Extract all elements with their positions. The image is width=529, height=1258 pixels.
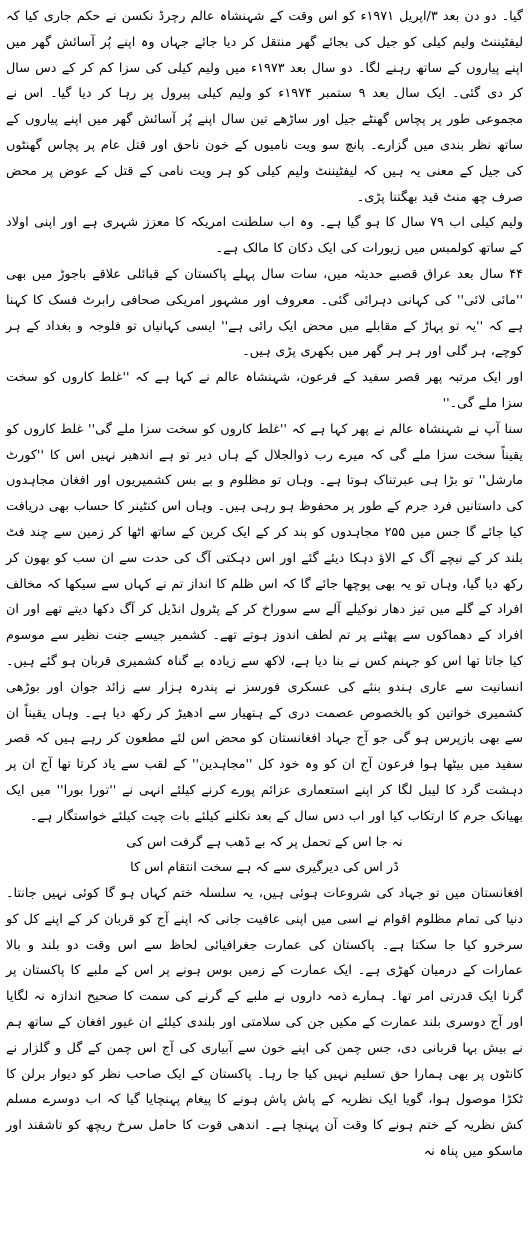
paragraph-kelly-sentence: گیا۔ دو دن بعد ۳/اپریل ۱۹۷۱ء کو اس وقت کے شہنشاہ عالم رچرڈ نکسن نے حکم جاری کیا کہ لیفٹیننٹ ولیم کیلی کو جیل کی بجائے گھر منتقل کر دیا جائے جہاں وہ اپنے پُر آسائش گھر میں اپنے پیاروں کے ساتھ رہنے لگا۔ دو سال بعد ۱۹۷۳ء میں ولیم کیلی کی سزا کم کر کے دس سال کر دی گئی۔ ایک سال بعد ۹ ستمبر ۱۹۷۴ء کو ولیم کیلی پیرول پر رہا کر دیا گیا۔ اس نے مجموعی طور پر پچاس گھنٹے جیل اور ساڑھے تین سال اپنے پُر آسائش گھر میں اپنے پیاروں کے ساتھ نظر بندی میں گزارے۔ پانچ سو ویت نامیوں کے خون ناحق اور قتل عام پر پچاس گھنٹوں کی جیل کے معنی یہ ہیں کہ لیفٹیننٹ ولیم کیلی کو ہر ویت نامی کے قتل کے عوض پر محض صرف چھ منٹ قید بھگتنا پڑی۔: [6, 9, 524, 205]
paragraph-haditha-bajaur: ۴۴ سال بعد عراق قصبے حدیثہ میں، سات سال پہلے پاکستان کے قبائلی علاقے باجوڑ میں بھی ''مائی لائی'' کی کہانی دہرائی گئی۔ معروف اور مشہور امریکی صحافی رابرٹ فسک کا کہنا ہے کہ ''یہ تو پہاڑ کے مقابلے میں محض ایک رائی ہے'' ایسی کہانیاں تو فلوجہ و بغداد کے ہر کوچے، ہر گلی اور ہر ہر گھر میں بکھری پڑی ہیں۔: [6, 266, 523, 360]
verse-line-1: نہ جا اس کے تحمل پر کہ بے ڈھب ہے گرفت اس کی: [126, 834, 403, 850]
verse-line-2: ڈر اس کی دیرگیری سے کہ ہے سخت انتقام اس کا: [130, 860, 399, 876]
paragraph-kelly-today: ولیم کیلی اب ۷۹ سال کا ہو گیا ہے۔ وہ اب سلطنت امریکہ کا معزز شہری ہے اور اپنی اولاد کے ساتھ کولمبس میں زیورات کی ایک دکان کا مالک ہے۔: [6, 215, 523, 257]
paragraph-afghanistan-jihad: افغانستان میں تو جہاد کی شروعات ہوئی ہیں، یہ سلسلہ ختم کہاں ہو گا کوئی نہیں جانتا۔ دنیا کی تمام مظلوم اقوام نے اسی میں اپنی عافیت جانی کہ اپنے آج کو قربان کر کے اپنے کل کو سرخرو کیا جا سکتا ہے۔ پاکستان کی عمارت جغرافیائی لحاظ سے اس وقت دو بلند و بالا عمارات کے درمیان کھڑی ہے۔ ایک عمارت کے زمیں بوس ہونے پر اس کے ملبے کا پاکستان پر گرنا ایک قدرتی امر تھا۔ ہمارے ذمہ داروں نے ملبے کے گرنے کی سمت کا صحیح اندازہ نہ لگایا اور آج دوسری بلند عمارت کے مکیں جن کی سلامتی اور بلندی کیلئے ان غیور افغان کے ساتھ ہم نے بیش بہا قربانی دی، جس چمن کی اپنے خون سے آبیاری کی آج اس چمن کے گل و گلزار نے کانٹوں پر بھی ہمارا حق تسلیم نہیں کیا جا رہا۔ پاکستان کے ایک صاحب نظر کو دیوار برلن کا ٹکڑا موصول ہوا، گویا ایک نظریہ کے پاش پاش ہونے کا پیغام پہنچایا گیا کہ اب دوسرے مسلم کش نظریہ کے ختم ہونے کا وقت آن پہنچا ہے۔ اندھی قوت کا حامل سرخ ریچھ کو تاشقند اور ماسکو میں پناہ نہ: [6, 886, 523, 1160]
paragraph-pharaoh-statement: اور ایک مرتبہ پھر قصر سفید کے فرعون، شہنشاہ عالم نے کہا ہے کہ ''غلط کاروں کو سخت سزا ملے گی۔'': [6, 370, 523, 411]
verse-couplet: [6, 830, 523, 882]
paragraph-court-martial: سنا آپ نے شہنشاہ عالم نے پھر کہا ہے کہ ''غلط کاروں کو سخت سزا ملے گی'' غلط کاروں کو یقیناً سخت سزا ملے گی کہ میرے رب ذوالجلال کے ہاں دیر تو ہے اندھیر نہیں اس کا ''کورٹ مارشل'' تو بڑا ہی عبرتناک ہوتا ہے۔ وہاں تو مظلوم و بے بس کشمیریوں اور افغان مجاہدوں کی داستانیں فرد جرم کے طور پر محفوظ ہو رہی ہیں۔ وہاں اس کنٹینر کا حساب بھی دریافت کیا جائے گا جس میں ۲۵۵ مجاہدوں کو بند کر کے ایک کرین کے ساتھ اٹھا کر زمین سے چند فٹ بلند کر کے نیچے آگ کے الاؤ دہکا دیئے گئے اور اس دہکتی آگ کی حدت سے ان سب کو بھون کر رکھ دیا گیا، وہاں تو یہ بھی پوچھا جائے گا کہ اس ظلم کا انداز تم نے کہاں سے سیکھا کہ مخالف افراد کے گلے میں تیز دھار نوکیلے آلے سے سوراخ کر کے پٹرول انڈیل کر آگ دکھا دیتے تھے اور ان افراد کے دھماکوں سے پھٹنے پر تم لطف اندوز ہوتے تھے۔ کشمیر جیسے جنت نظیر سے موسوم کیا جاتا تھا اس کو جہنم کس نے بنا دیا ہے، لاکھ سے زیادہ بے گناہ کشمیری قربان ہو گئے ہیں۔ انسانیت سے عاری ہندو بنئے کی عسکری فورسز نے پندرہ ہزار سے زائد جوان اور بوڑھی کشمیری خواتین کو بالخصوص عصمت دری کے ہتھیار سے ادھیڑ کر رکھ دیا ہے۔ وہاں یقیناً ان سے بھی بازپرس ہو گی جو آج جہاد افغانستان کو محض اس لئے مطعون کر رہے ہیں کہ قصر سفید میں بیٹھا ہوا فرعون آج ان کو وہ خود کل ''مجاہدین'' کے لقب سے یاد کرتا تھا آج ان پر دہشت گرد کا لیبل لگا کر اپنے استعماری عزائم پورے کرنے کیلئے انہی نے ''تورا بورا'' میں ایک بھیانک جرم کا ارتکاب کیا اور اب دس سال کے بعد نکلنے کیلئے بات چیت کیلئے خواستگار ہے۔: [6, 421, 523, 824]
